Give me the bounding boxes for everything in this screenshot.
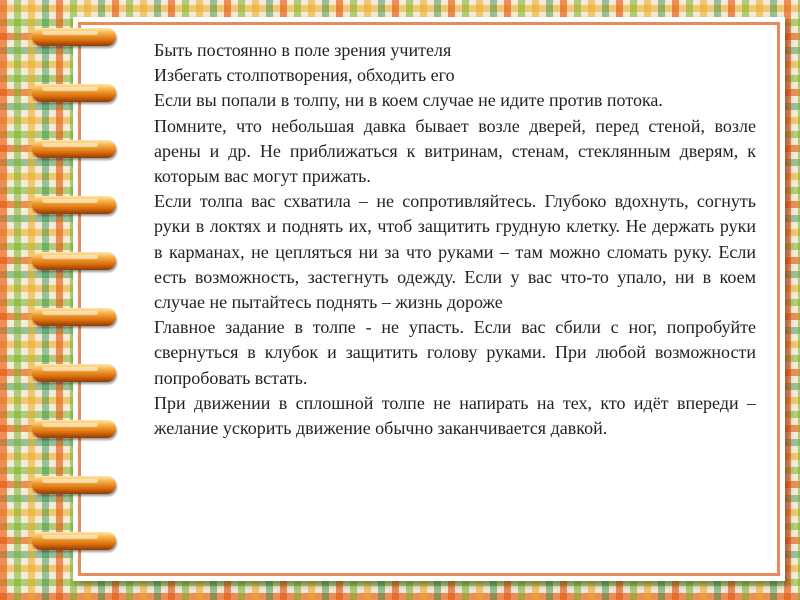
- ring-icon: [32, 308, 116, 326]
- list-item: [118, 391, 756, 441]
- list-item-text: Главное задание в толпе - не упасть. Если вас сбили с ног, попробуйте свернуться в клубок и защитить голову руками. При любой возможности попробовать встать.: [154, 317, 756, 388]
- list-item: [118, 63, 756, 88]
- list-item-text: Избегать столпотворения, обходить его: [154, 65, 455, 86]
- list-item: [118, 315, 756, 391]
- list-item-text: Помните, что небольшая давка бывает возле дверей, перед стеной, возле арены и др. Не приближаться к витринам, стенам, стеклянным дверям, к которым вас могут прижать.: [154, 115, 756, 187]
- list-item-text: При движении в сплошной толпе не напирать на тех, кто идёт впереди – желание ускорить движение обычно заканчивается давкой.: [154, 392, 756, 439]
- ring-icon: [32, 28, 116, 46]
- ring-icon: [32, 476, 116, 494]
- ring-icon: [32, 196, 116, 214]
- ring-icon: [32, 252, 116, 270]
- ring-icon: [32, 84, 116, 102]
- list-item-text: Если толпа вас схватила – не сопротивляйтесь. Глубоко вдохнуть, согнуть руки в локтях и поднять их, чтоб защитить грудную клетку. Не держать руки в карманах, не цепляться ни за что руками – там можно сломать руку. Если есть возможность, застегнуть одежду. Если у вас что-то упало, ни в коем случае не пытайтесь поднять – жизнь дороже: [154, 191, 756, 313]
- ring-icon: [32, 532, 116, 550]
- list-item-text: Если вы попали в толпу, ни в коем случае не идите против потока.: [154, 90, 663, 111]
- notebook-rings: [32, 28, 122, 588]
- ring-icon: [32, 364, 116, 382]
- ring-icon: [32, 140, 116, 158]
- list-item: [118, 114, 756, 190]
- rules-list: [118, 38, 756, 441]
- list-item: [118, 88, 756, 113]
- list-item: [118, 189, 756, 315]
- list-item: [118, 38, 756, 63]
- ring-icon: [32, 420, 116, 438]
- list-item-text: Быть постоянно в поле зрения учителя: [154, 40, 452, 60]
